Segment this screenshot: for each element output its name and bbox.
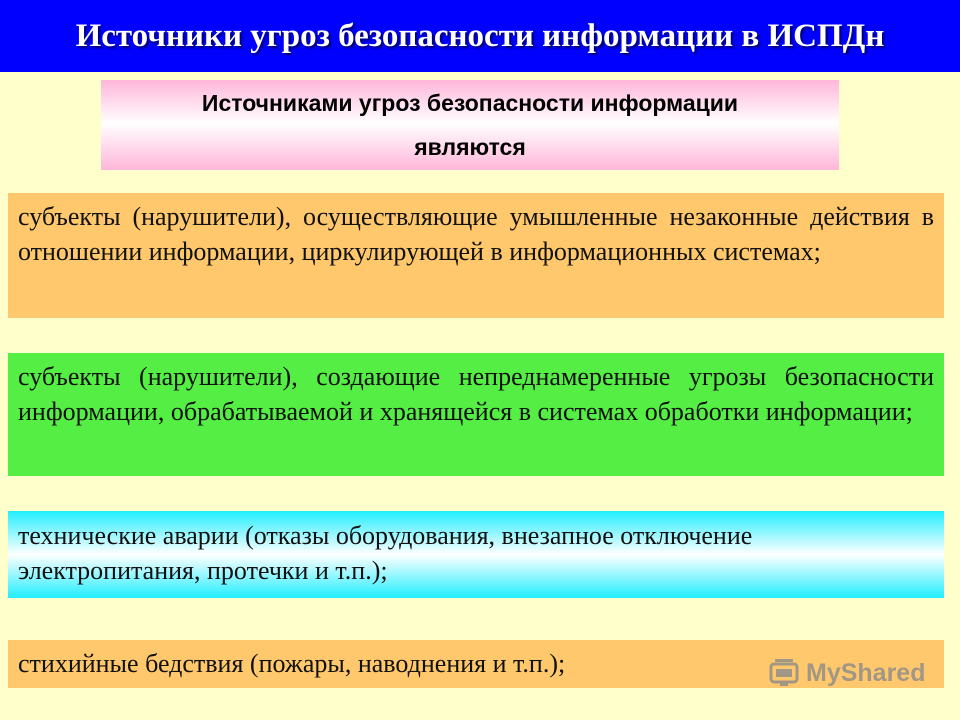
subtitle-banner	[101, 80, 839, 170]
subtitle-line-2: являются	[414, 134, 526, 160]
threat-source-item-3: технические аварии (отказы оборудования, внезапное отключение электропитания, протечки и т.п.);	[8, 511, 944, 598]
watermark-text: MyShared	[806, 658, 926, 687]
threat-source-item-2: субъекты (нарушители), создающие непреднамеренные угрозы безопасности информации, обрабатываемой и хранящейся в системах обработки информации;	[8, 353, 944, 476]
title-bar	[0, 0, 960, 72]
threat-source-item-1: субъекты (нарушители), осуществляющие умышленные незаконные действия в отношении информации, циркулирующей в информационных системах;	[8, 193, 944, 318]
threat-source-item-4: стихийные бедствия (пожары, наводнения и т.п.);	[8, 640, 944, 688]
myshared-logo-icon	[768, 658, 800, 688]
slide-title: Источники угроз безопасности информации в ИСПДн	[75, 17, 885, 54]
watermark	[768, 656, 925, 690]
subtitle-line-1: Источниками угроз безопасности информации	[201, 90, 739, 116]
